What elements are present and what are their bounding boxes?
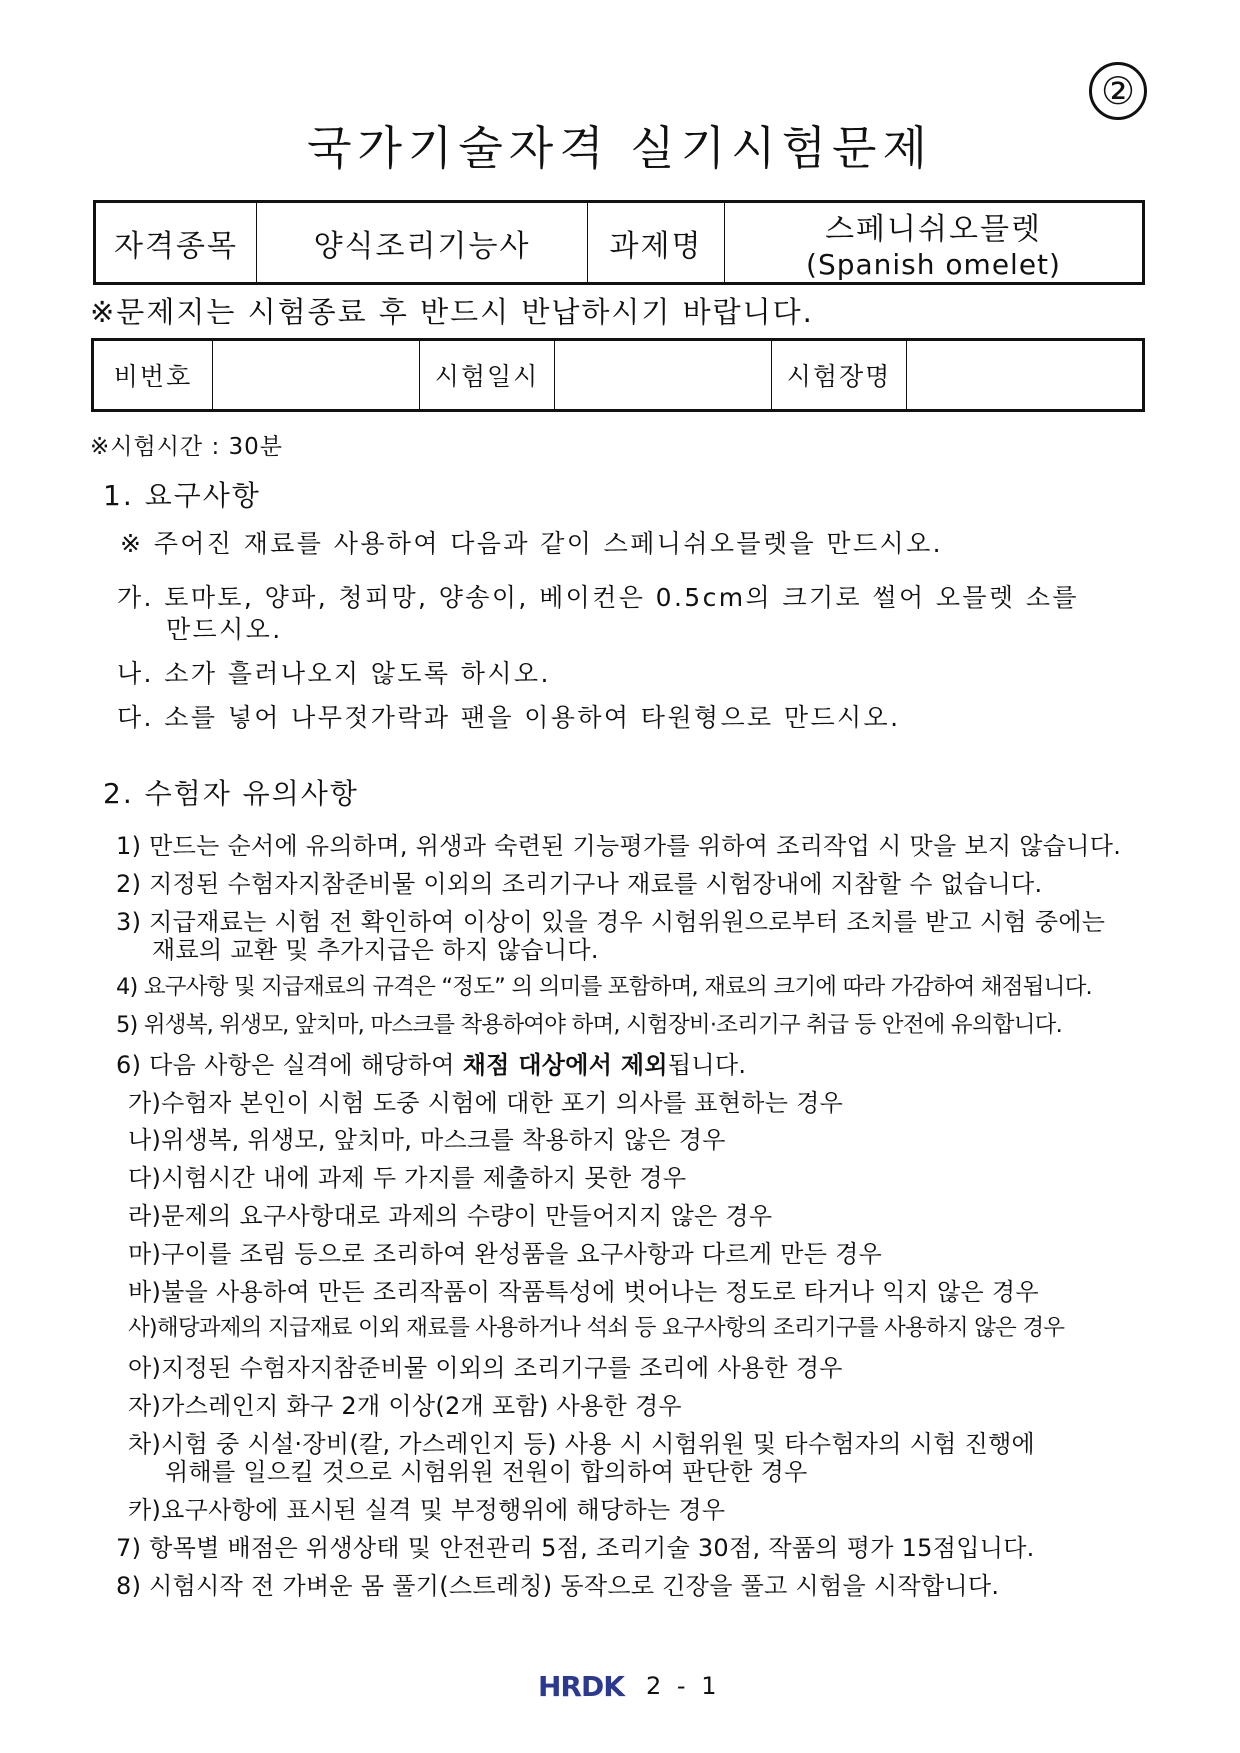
disq-marker: 자) (128, 1392, 162, 1420)
disq-item-cha-cont: 위해를 일으킬 것으로 시험위원 전원이 합의하여 판단한 경우 (165, 1458, 808, 1486)
task-name-en: (Spanish omelet) (806, 248, 1061, 281)
section2-heading: 2. 수험자 유의사항 (103, 777, 359, 810)
caution-item-6 (116, 1045, 746, 1080)
req-text: 소를 넣어 나무젓가락과 팬을 이용하여 타원형으로 만드시오. (164, 703, 901, 732)
qualification-table (93, 200, 1145, 285)
disq-text: 수험자 본인이 시험 도중 시험에 대한 포기 의사를 표현하는 경우 (161, 1089, 844, 1117)
task-name-ko: 스페니쉬오믈렛 (825, 212, 1042, 247)
caution-text: 요구사항 및 지급재료의 규격은 “정도” 의 의미를 포함하며, 재료의 크기에 따라 가감하여 채점됩니다. (143, 974, 1092, 1000)
disq-text: 구이를 조림 등으로 조리하여 완성품을 요구사항과 다르게 만든 경우 (161, 1240, 883, 1268)
disq-marker: 카) (128, 1496, 162, 1524)
caution-text: 항목별 배점은 위생상태 및 안전관리 5점, 조리기술 30점, 작품의 평가 15점입니다. (149, 1534, 1035, 1562)
disq-text: 시험 중 시설·장비(칼, 가스레인지 등) 사용 시 시험위원 및 타수험자의 시험 진행에 (161, 1430, 1036, 1458)
caution-text-post: 됩니다. (667, 1051, 747, 1079)
caution-marker: 3) (116, 908, 142, 936)
caution-marker: 2) (116, 870, 142, 898)
caution-marker: 7) (116, 1534, 142, 1562)
exam-date-blank (555, 340, 772, 411)
caution-marker: 6) (116, 1051, 142, 1079)
disq-text: 요구사항에 표시된 실격 및 부정행위에 해당하는 경우 (161, 1496, 726, 1524)
caution-item-5 (116, 1007, 1062, 1039)
disq-text: 지정된 수험자지참준비물 이외의 조리기구를 조리에 사용한 경우 (161, 1354, 843, 1382)
disq-marker: 다) (128, 1164, 162, 1192)
caution-text: 위생복, 위생모, 앞치마, 마스크를 착용하여야 하며, 시험장비·조리기구 취급 등 안전에 유의합니다. (143, 1012, 1062, 1038)
disq-item-da (128, 1158, 686, 1193)
req-marker: 다. (117, 703, 154, 732)
req-item-ga-cont: 만드시오. (166, 615, 283, 644)
disq-text: 문제의 요구사항대로 과제의 수량이 만들어지지 않은 경우 (161, 1202, 773, 1230)
caution-marker: 1) (116, 832, 142, 860)
caution-item-7 (116, 1528, 1035, 1563)
disq-text: 시험시간 내에 과제 두 가지를 제출하지 못한 경우 (161, 1164, 687, 1192)
exam-time: ※시험시간 : 30분 (90, 434, 283, 460)
page-title: 국가기술자격 실기시험문제 (307, 121, 933, 175)
caution-item-3-cont: 재료의 교환 및 추가지급은 하지 않습니다. (152, 936, 599, 964)
disq-text: 해당과제의 지급재료 이외 재료를 사용하거나 석쇠 등 요구사항의 조리기구를 사용하지 않은 경우 (156, 1315, 1065, 1341)
req-marker: 가. (117, 583, 154, 612)
section1-intro: ※ 주어진 재료를 사용하여 다음과 같이 스페니쉬오믈렛을 만드시오. (120, 529, 943, 558)
task-value (725, 202, 1144, 284)
disq-marker: 아) (128, 1354, 162, 1382)
disq-item-ra (128, 1196, 772, 1231)
req-text: 소가 흘러나오지 않도록 하시오. (164, 659, 551, 688)
caution-item-8 (116, 1566, 999, 1601)
label-exam-id: 비번호 (93, 340, 213, 411)
disq-text: 위생복, 위생모, 앞치마, 마스크를 착용하지 않은 경우 (161, 1126, 726, 1154)
qualification-value: 양식조리기능사 (257, 202, 588, 284)
disq-item-ja (128, 1386, 682, 1421)
caution-text: 지정된 수험자지참준비물 이외의 조리기구나 재료를 시험장내에 지참할 수 없습니다. (149, 870, 1043, 898)
req-item-na (117, 654, 551, 690)
disq-marker: 나) (128, 1126, 162, 1154)
req-item-da (117, 698, 900, 734)
req-text: 토마토, 양파, 청피망, 양송이, 베이컨은 0.5cm의 크기로 썰어 오믈렛 소를 (164, 583, 1079, 612)
caution-marker: 5) (116, 1012, 138, 1038)
caution-marker: 4) (116, 974, 138, 1000)
disq-item-na (128, 1120, 726, 1155)
caution-text-bold: 채점 대상에서 제외 (462, 1051, 668, 1079)
exam-info-table (91, 338, 1145, 412)
exam-place-blank (907, 340, 1144, 411)
caution-text: 시험시작 전 가벼운 몸 풀기(스트레칭) 동작으로 긴장을 풀고 시험을 시작합니다. (149, 1572, 1000, 1600)
hrdk-logo: HRDK (538, 1670, 624, 1703)
disq-text: 가스레인지 화구 2개 이상(2개 포함) 사용한 경우 (161, 1392, 682, 1420)
req-item-ga (117, 578, 1079, 614)
exam-id-blank (213, 340, 420, 411)
caution-item-1 (116, 826, 1121, 861)
footer-page-number: 2 - 1 (646, 1672, 721, 1700)
disq-marker: 가) (128, 1089, 162, 1117)
page-number-badge: ② (1089, 62, 1147, 120)
disq-item-a (128, 1348, 843, 1383)
label-qualification: 자격종목 (95, 202, 257, 284)
disq-marker: 라) (128, 1202, 162, 1230)
disq-item-ma (128, 1234, 882, 1269)
disq-item-sa (128, 1310, 1064, 1342)
req-marker: 나. (117, 659, 154, 688)
disq-item-ga (128, 1083, 843, 1118)
return-notice: ※문제지는 시험종료 후 반드시 반납하시기 바랍니다. (90, 295, 814, 329)
caution-text-pre: 다음 사항은 실격에 해당하여 (149, 1051, 463, 1079)
disq-marker: 차) (128, 1430, 162, 1458)
label-task: 과제명 (588, 202, 725, 284)
disq-item-ba (128, 1272, 1039, 1307)
disq-marker: 사) (128, 1315, 157, 1341)
disq-text: 불을 사용하여 만든 조리작품이 작품특성에 벗어나는 정도로 타거나 익지 않은 경우 (161, 1278, 1039, 1306)
caution-text: 만드는 순서에 유의하며, 위생과 숙련된 기능평가를 위하여 조리작업 시 맛을 보지 않습니다. (149, 832, 1122, 860)
caution-marker: 8) (116, 1572, 142, 1600)
disq-item-ka (128, 1490, 725, 1525)
caution-item-2 (116, 864, 1042, 899)
caution-item-4 (116, 969, 1092, 1001)
label-exam-date: 시험일시 (420, 340, 555, 411)
section1-heading: 1. 요구사항 (103, 479, 261, 512)
label-exam-place: 시험장명 (772, 340, 907, 411)
disq-marker: 마) (128, 1240, 162, 1268)
caution-text: 지급재료는 시험 전 확인하여 이상이 있을 경우 시험위원으로부터 조치를 받고 시험 중에는 (149, 908, 1106, 936)
disq-marker: 바) (128, 1278, 162, 1306)
